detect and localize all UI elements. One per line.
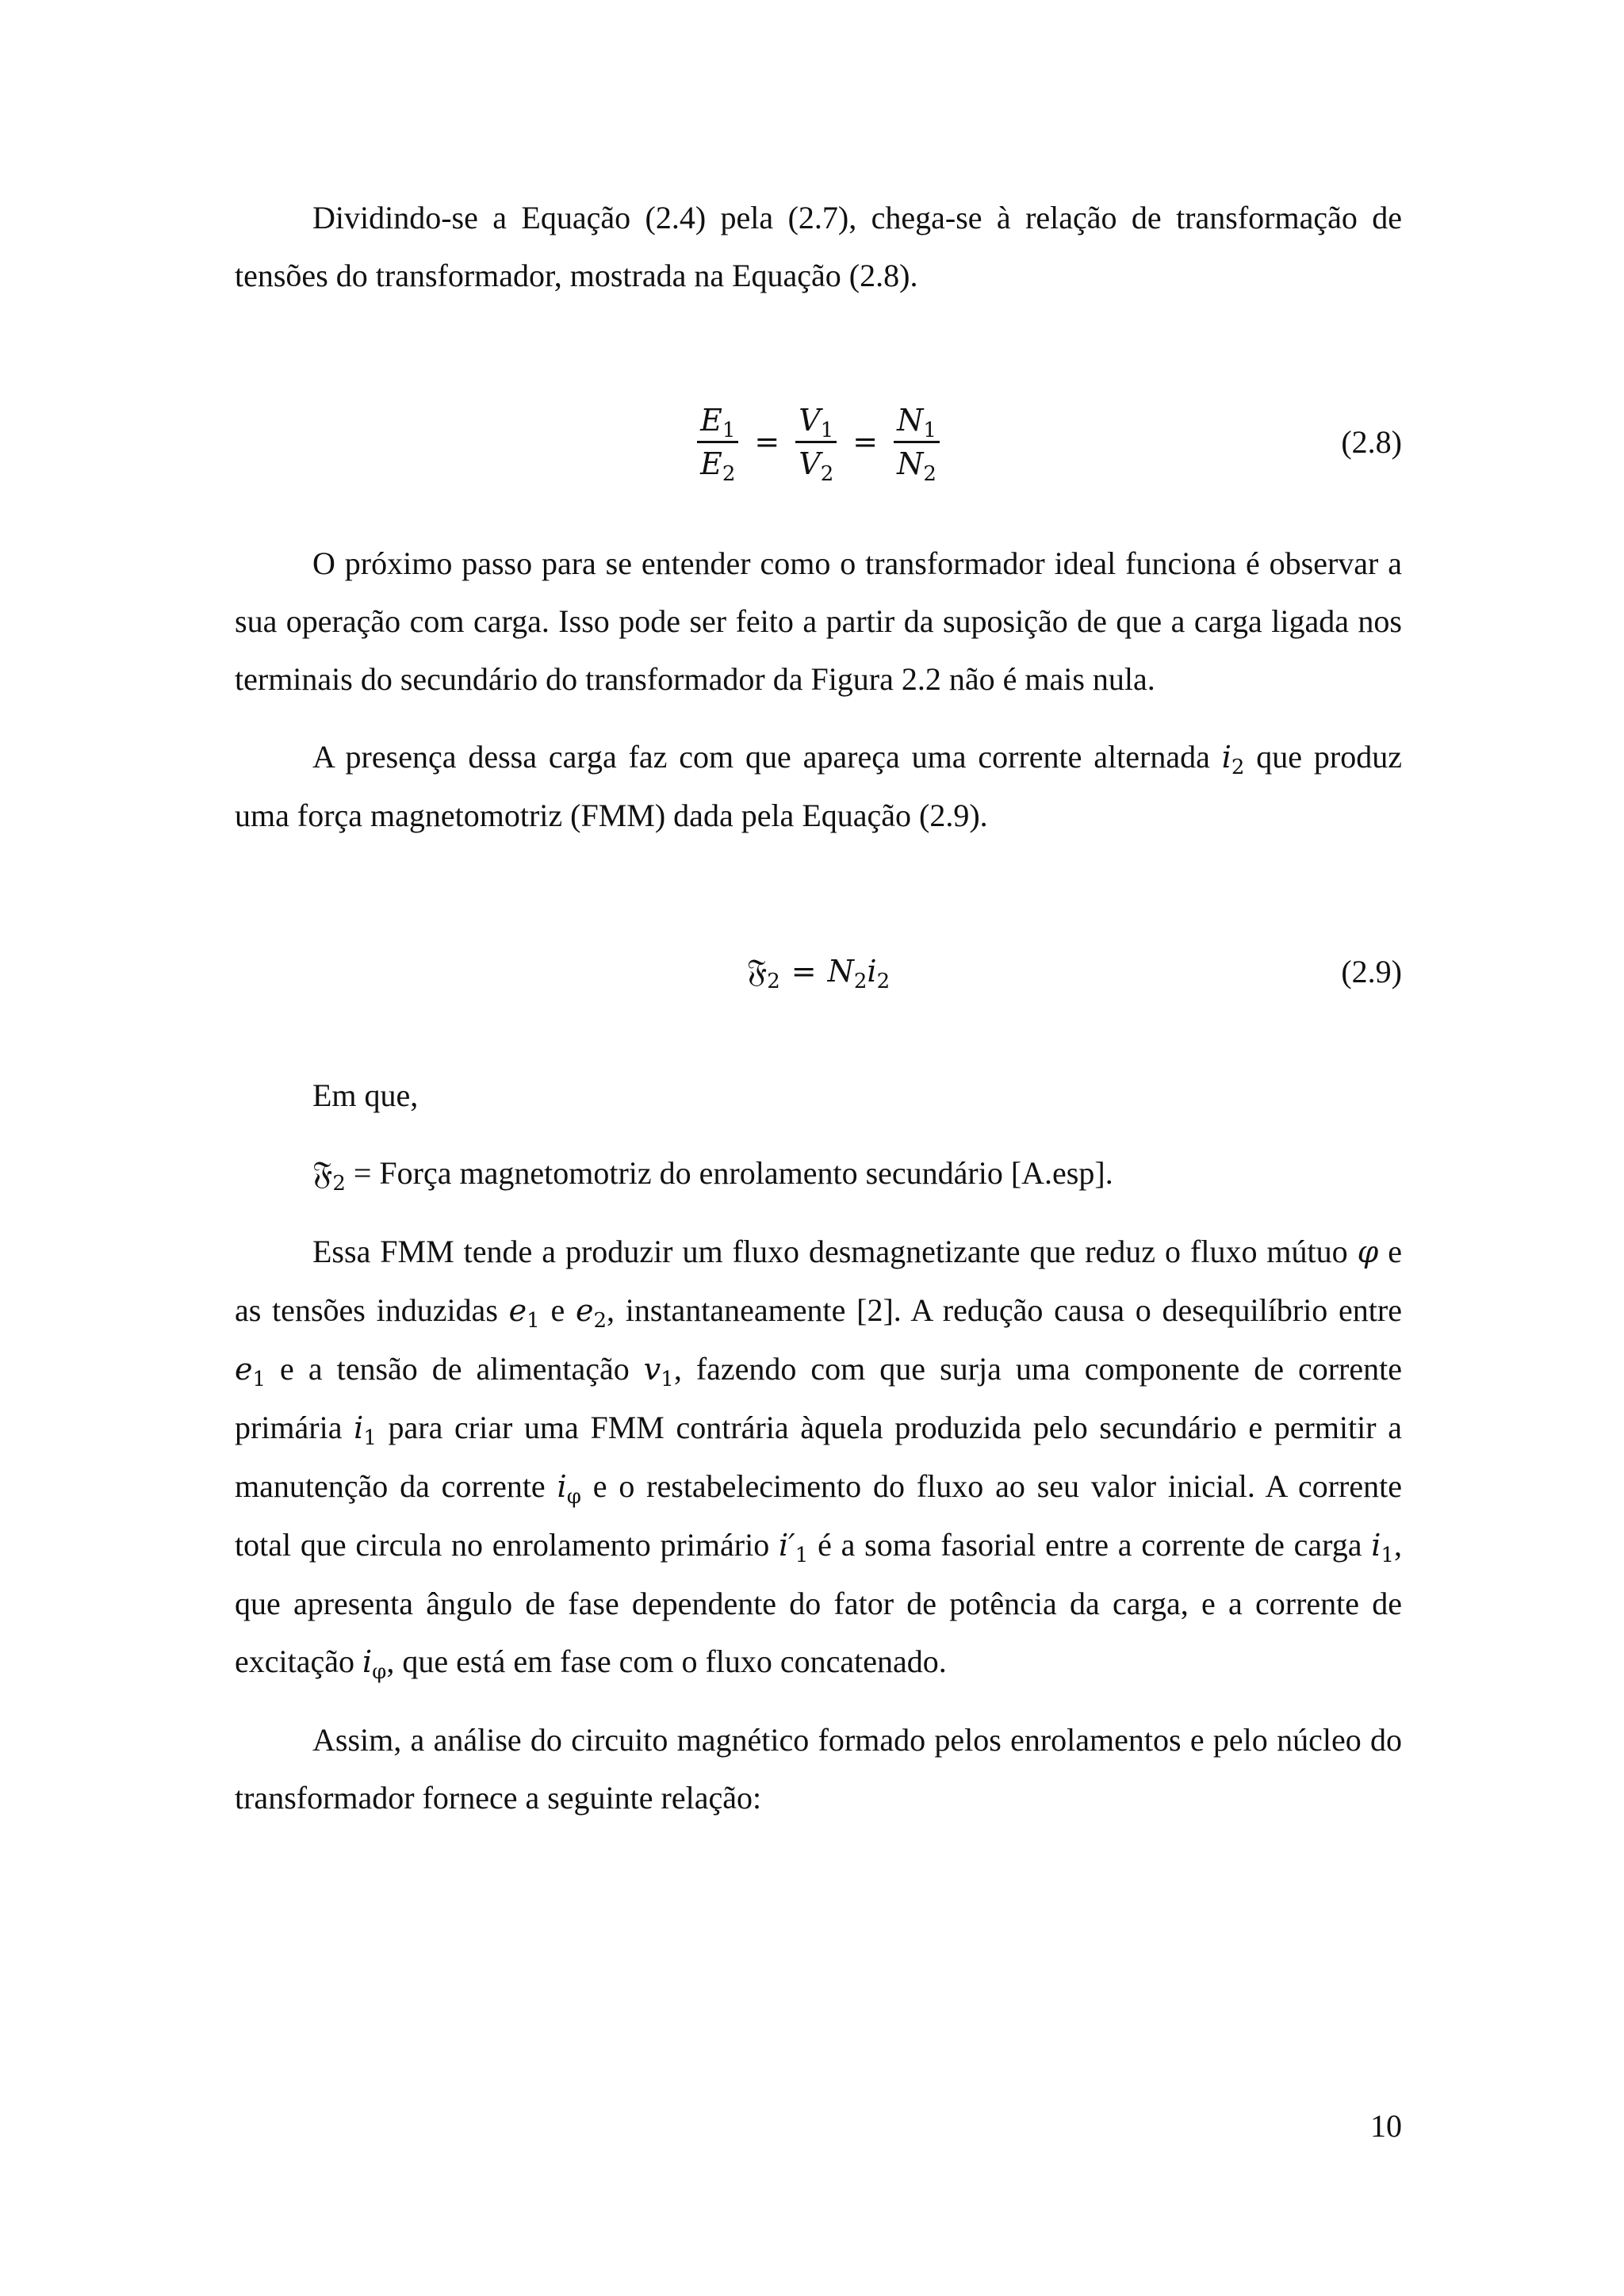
equals-sign: = (852, 424, 879, 459)
equation-2-9-expression: 𝔉$_2$ = $N_2i_2$ (746, 953, 891, 993)
page-number: 10 (1370, 2108, 1402, 2144)
where-label: Em que, (312, 1077, 419, 1113)
equation-2-8 (235, 390, 1402, 493)
equation-number: (2.8) (1341, 423, 1402, 460)
equation-number: (2.9) (1341, 953, 1402, 989)
equation-2-9 (235, 939, 1402, 1003)
equation-2-8-expression (235, 390, 1402, 493)
paragraph-transformation-ratio: Dividindo-se a Equação (2.4) pela (2.7), chega-se à relação de transformação de tensões do transformador, mostrada na Equação (2.8). (235, 200, 1402, 293)
equals-sign: = (754, 424, 780, 459)
fraction-n1-n2: $\frac{N_1}{N_2}$ (894, 403, 940, 481)
paragraph-load-operation: O próximo passo para se entender como o transformador ideal funciona é observar a sua operação com carga. Isso pode ser feito a partir da suposição de que a carga ligada nos terminais do secundário do transformador da Figura 2.2 não é mais nula. (235, 545, 1402, 697)
fraction-v1-v2: $\frac{V_1}{V_2}$ (795, 403, 837, 481)
paragraph-load-current: A presença dessa carga faz com que apareça uma corrente alternada $i_2$ que produz uma força magnetomotriz (FMM) dada pela Equação (2.9). (235, 739, 1403, 833)
fraction-e1-e2: $\frac{E_1}{E_2}$ (697, 403, 738, 481)
paragraph-magnetic-circuit: Assim, a análise do circuito magnético formado pelos enrolamentos e pelo núcleo do transformador fornece a seguinte relação: (235, 1722, 1402, 1816)
paragraph-demagnetizing-flux: Essa FMM tende a produzir um fluxo desmagnetizante que reduz o fluxo mútuo φ e as tensões induzidas $e_1$ e $e_2$, instantaneamente [2]. A redução causa o desequilíbrio entre $e_1$ e a tensão de alimentação $v_1$, fazendo com que surja uma componente de corrente primária $i_1$ para criar uma FMM contrária àquela produzida pelo secundário e permitir a manutenção da corrente $i_\varphi$ e o restabelecimento do fluxo ao seu valor inicial. A corrente total que circula no enrolamento primário $i'_1$ é a soma fasorial entre a corrente de carga $i_1$, que apresenta ângulo de fase dependente do fator de potência da carga, e a corrente de excitação $i_\varphi$, que está em fase com o fluxo concatenado. (235, 1234, 1403, 1684)
page-content (235, 189, 1402, 1827)
symbol-definition: 𝔉$_2$ = Força magnetomotriz do enrolamento secundário [A.esp]. (312, 1155, 1113, 1196)
